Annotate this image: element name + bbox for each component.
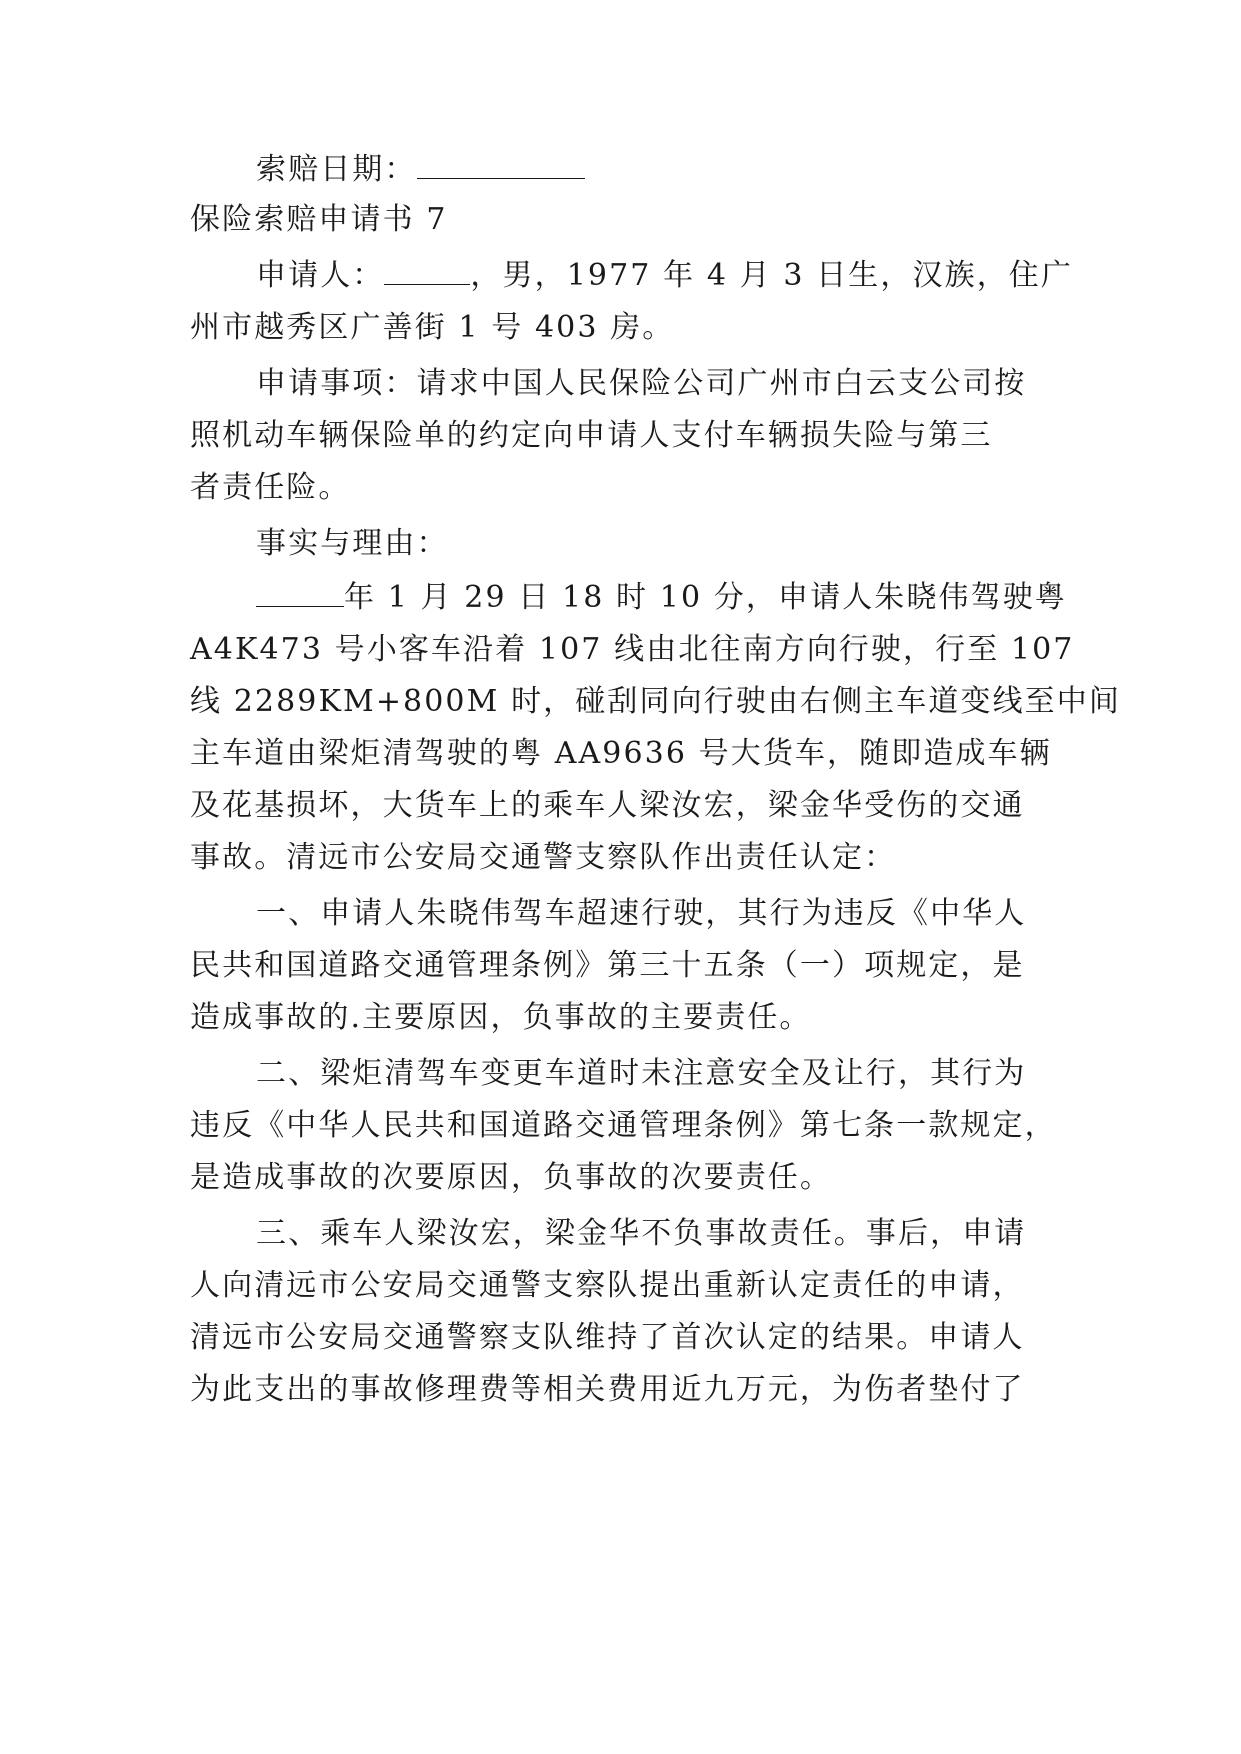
facts-line-6: 事故。清远市公安局交通警支察队作出责任认定：	[190, 840, 897, 875]
facts-heading: 事实与理由：	[256, 526, 449, 561]
item-3-line-3: 清远市公安局交通警察支队维持了首次认定的结果。申请人	[190, 1320, 1025, 1355]
facts-line-3: 线 2289KM+800M 时，碰刮同向行驶由右侧主车道变线至中间	[190, 684, 1121, 719]
item-2-line-1: 二、梁炬清驾车变更车道时未注意安全及让行，其行为	[256, 1056, 1027, 1091]
applicant-name-blank	[384, 258, 470, 285]
facts-line-1-text: 年 1 月 29 日 18 时 10 分，申请人朱晓伟驾驶粤	[344, 580, 1067, 615]
claim-date-label: 索赔日期：	[256, 152, 417, 187]
applicant-line-2: 州市越秀区广善街 1 号 403 房。	[190, 310, 675, 345]
claim-date-line	[256, 150, 1070, 190]
facts-line-5: 及花基损坏，大货车上的乘车人梁汝宏，梁金华受伤的交通	[190, 788, 1025, 823]
item-3-line-4: 为此支出的事故修理费等相关费用近九万元，为伤者垫付了	[190, 1372, 1025, 1407]
request-line-2: 照机动车辆保险单的约定向申请人支付车辆损失险与第三	[190, 418, 993, 453]
year-blank	[256, 580, 344, 607]
applicant-line-1	[256, 256, 1074, 296]
item-3-line-1: 三、乘车人梁汝宏，梁金华不负事故责任。事后，申请	[256, 1216, 1027, 1251]
facts-line-1	[256, 578, 1070, 618]
request-line-3: 者责任险。	[190, 470, 351, 505]
facts-line-2: A4K473 号小客车沿着 107 线由北往南方向行驶，行至 107	[190, 632, 1075, 667]
item-2-line-3: 是造成事故的次要原因，负事故的次要责任。	[190, 1160, 832, 1195]
item-1-line-3: 造成事故的.主要原因，负事故的主要责任。	[190, 1000, 812, 1035]
request-line-1: 申请事项：请求中国人民保险公司广州市白云支公司按	[256, 366, 1027, 401]
item-1-line-2: 民共和国道路交通管理条例》第三十五条（一）项规定，是	[190, 948, 1025, 983]
item-3-line-2: 人向清远市公安局交通警支察队提出重新认定责任的申请，	[190, 1268, 1025, 1303]
claim-date-blank	[417, 152, 585, 179]
item-1-line-1: 一、申请人朱晓伟驾车超速行驶，其行为违反《中华人	[256, 896, 1027, 931]
applicant-label: 申请人：	[256, 258, 385, 293]
item-2-line-2: 违反《中华人民共和国道路交通管理条例》第七条一款规定，	[190, 1108, 1057, 1143]
applicant-info: ，男，1977 年 4 月 3 日生，汉族，住广	[470, 258, 1074, 293]
facts-line-4: 主车道由梁炬清驾驶的粤 AA9636 号大货车，随即造成车辆	[190, 736, 1052, 771]
document-title: 保险索赔申请书 7	[190, 202, 448, 237]
